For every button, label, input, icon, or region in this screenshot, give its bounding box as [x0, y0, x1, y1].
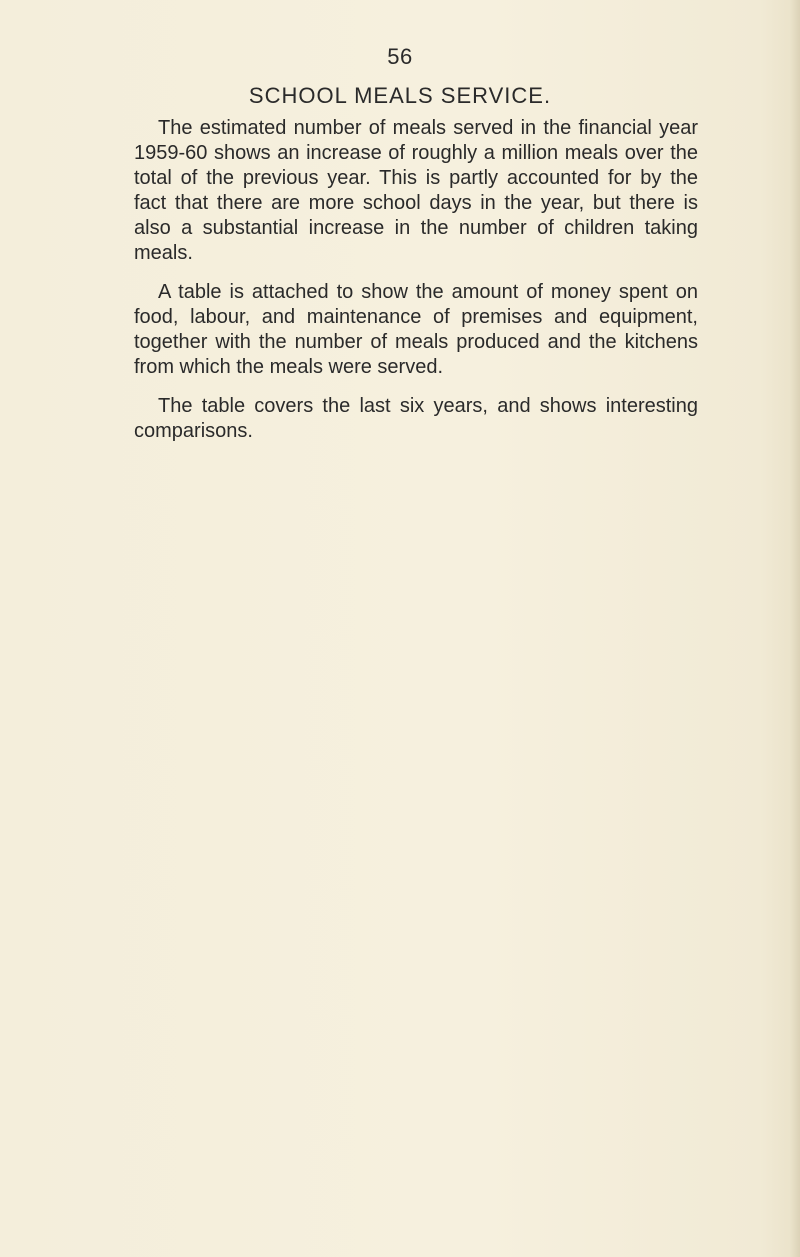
paragraph-table-description: A table is attached to show the amount of money spent on food, labour, and maintenance of premises and equipment, together with the number of meals produced and the kitchens from which the meals were served.	[134, 281, 698, 378]
page-number: 56	[387, 44, 413, 69]
paragraph-meals-increase: The estimated number of meals served in the financial year 1959-60 shows an increase of roughly a million meals over the total of the previous year. This is partly accounted for by the fact that there are more school days in the year, but there is also a substantial increase in the number of children taking meals.	[134, 117, 698, 264]
page-edge-shadow	[790, 0, 800, 1257]
section-heading: SCHOOL MEALS SERVICE.	[248, 83, 552, 108]
body-text	[134, 116, 698, 458]
paragraph-table-coverage: The table covers the last six years, and shows interesting comparisons.	[134, 395, 698, 442]
